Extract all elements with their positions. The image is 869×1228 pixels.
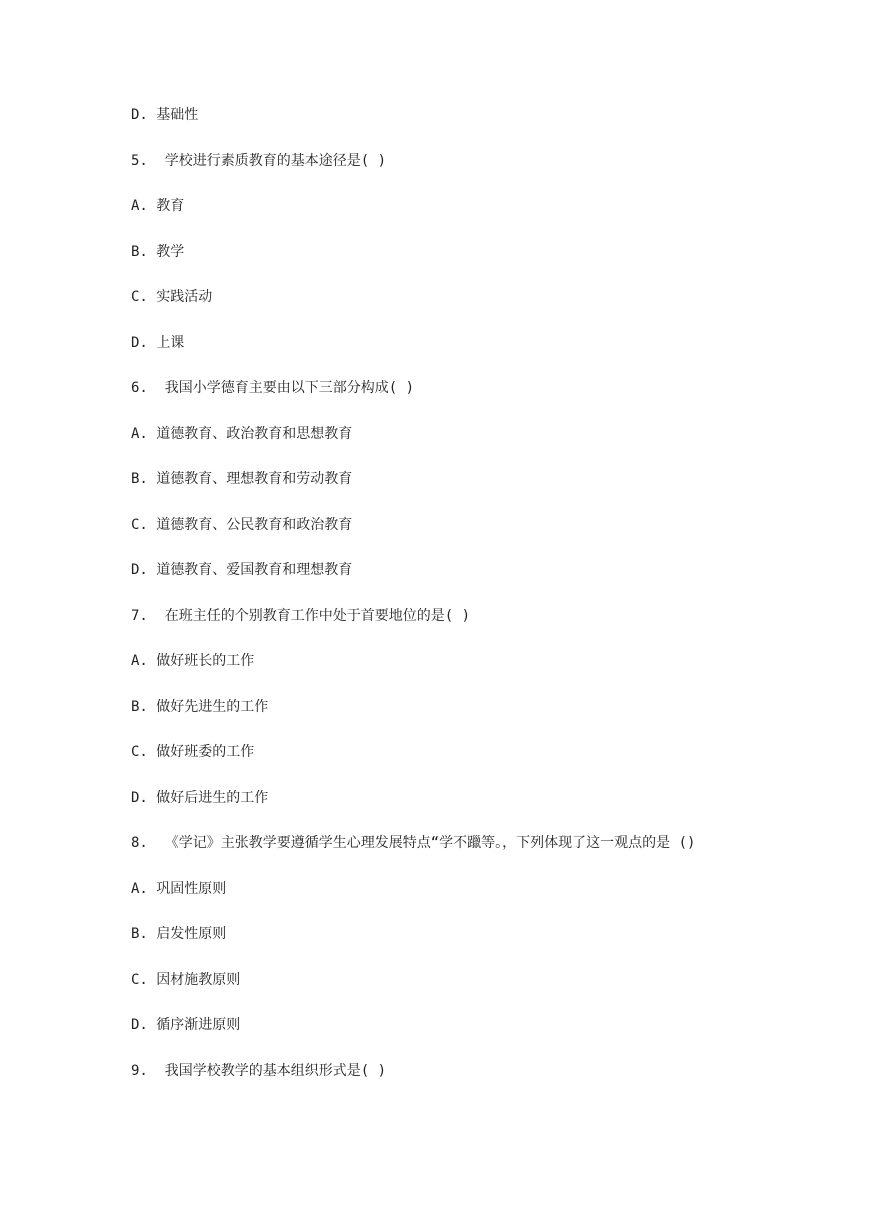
question-7: 7. 在班主任的个别教育工作中处于首要地位的是( )	[131, 608, 470, 624]
option-d-q4: D. 基础性	[131, 107, 199, 123]
option-b-q5: B. 教学	[131, 244, 185, 260]
option-a-q8: A. 巩固性原则	[131, 881, 227, 897]
question-5: 5. 学校进行素质教育的基本途径是( )	[131, 153, 387, 169]
option-d-q6: D. 道德教育、爱国教育和理想教育	[131, 562, 353, 578]
question-9: 9. 我国学校教学的基本组织形式是( )	[131, 1063, 387, 1079]
option-b-q8: B. 启发性原则	[131, 926, 227, 942]
option-d-q7: D. 做好后进生的工作	[131, 790, 269, 806]
option-a-q7: A. 做好班长的工作	[131, 653, 255, 669]
question-6: 6. 我国小学德育主要由以下三部分构成( )	[131, 380, 414, 396]
option-d-q5: D. 上课	[131, 335, 185, 351]
question-8: 8. 《学记》主张教学要遵循学生心理发展特点“学不躐等。，下列体现了这一观点的是 ()	[131, 835, 696, 851]
option-a-q5: A. 教育	[131, 198, 185, 214]
option-d-q8: D. 循序渐进原则	[131, 1017, 241, 1033]
option-b-q7: B. 做好先进生的工作	[131, 699, 269, 715]
option-c-q8: C. 因材施教原则	[131, 972, 241, 988]
option-c-q5: C. 实践活动	[131, 289, 213, 305]
option-a-q6: A. 道德教育、政治教育和思想教育	[131, 426, 353, 442]
option-b-q6: B. 道德教育、理想教育和劳动教育	[131, 471, 353, 487]
option-c-q6: C. 道德教育、公民教育和政治教育	[131, 517, 353, 533]
option-c-q7: C. 做好班委的工作	[131, 744, 255, 760]
